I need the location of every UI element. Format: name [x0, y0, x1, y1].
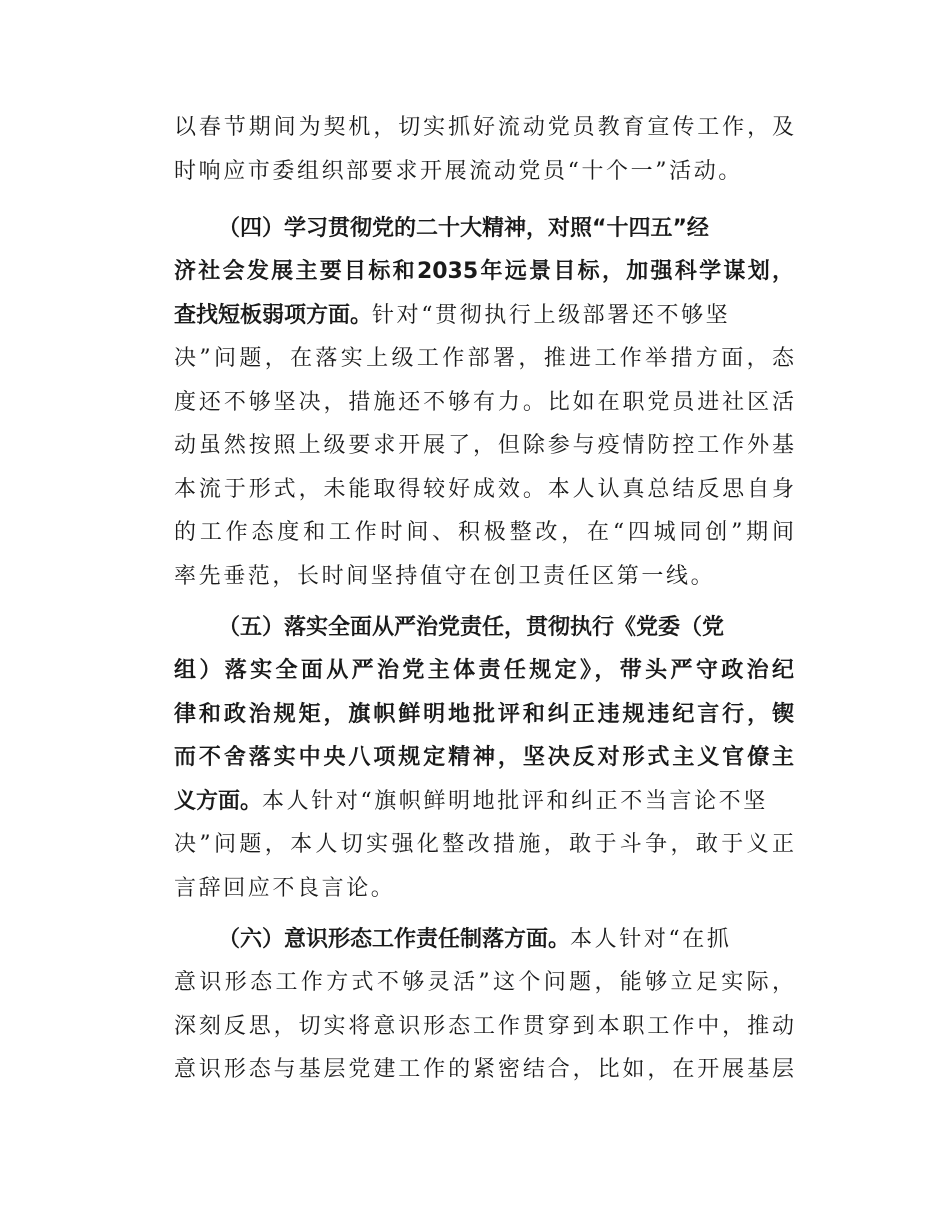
heading-text: 义方面。 — [174, 789, 263, 814]
text-line: 决”问题，本人切实强化整改措施，敢于斗争，敢于义正 — [174, 832, 794, 857]
heading-text: （六）意识形态工作责任制落方面。 — [218, 927, 571, 952]
text-line: 意识形态与基层党建工作的紧密结合，比如，在开展基层 — [174, 1057, 794, 1082]
text-line: 动虽然按照上级要求开展了，但除参与疫情防控工作外基 — [174, 433, 794, 458]
text-line: 以春节期间为契机，切实抓好流动党员教育宣传工作，及 — [174, 115, 794, 140]
text-line: 言辞回应不良言论。 — [174, 876, 396, 901]
heading-line: 而不舍落实中央八项规定精神，坚决反对形式主义官僚主 — [174, 745, 794, 770]
body-text: 本人针对“在抓 — [570, 927, 732, 952]
body-text: 本人针对“旗帜鲜明地批评和纠正不当言论不坚 — [262, 789, 768, 814]
heading-line: 济社会发展主要目标和2035年远景目标，加强科学谋划， — [174, 259, 794, 284]
mixed-line — [174, 779, 794, 825]
mixed-line — [174, 293, 794, 339]
heading-line: 组）落实全面从严治党主体责任规定》，带头严守政治纪 — [174, 658, 794, 683]
heading-line: （四）学习贯彻党的二十大精神，对照“十四五”经 — [218, 216, 709, 241]
text-line: 率先垂范，长时间坚持值守在创卫责任区第一线。 — [174, 564, 716, 589]
text-line: 时响应市委组织部要求开展流动党员“十个一”活动。 — [174, 159, 743, 184]
heading-line: 律和政治规矩，旗帜鲜明地批评和纠正违规违纪言行，锲 — [174, 702, 794, 727]
text-line: 的工作态度和工作时间、积极整改，在“四城同创”期间 — [174, 520, 794, 545]
heading-line: （五）落实全面从严治党责任，贯彻执行《党委（党 — [218, 615, 725, 640]
text-line: 意识形态工作方式不够灵活”这个问题，能够立足实际， — [174, 970, 794, 995]
text-line: 本流于形式，未能取得较好成效。本人认真总结反思自身 — [174, 477, 794, 502]
text-line: 度还不够坚决，措施还不够有力。比如在职党员进社区活 — [174, 390, 794, 415]
text-line: 深刻反思，切实将意识形态工作贯穿到本职工作中，推动 — [174, 1014, 794, 1039]
mixed-line — [174, 917, 794, 963]
heading-text: 查找短板弱项方面。 — [174, 303, 373, 328]
body-text: 针对“贯彻执行上级部署还不够坚 — [372, 303, 731, 328]
text-line: 决”问题，在落实上级工作部署，推进工作举措方面，态 — [174, 346, 794, 371]
